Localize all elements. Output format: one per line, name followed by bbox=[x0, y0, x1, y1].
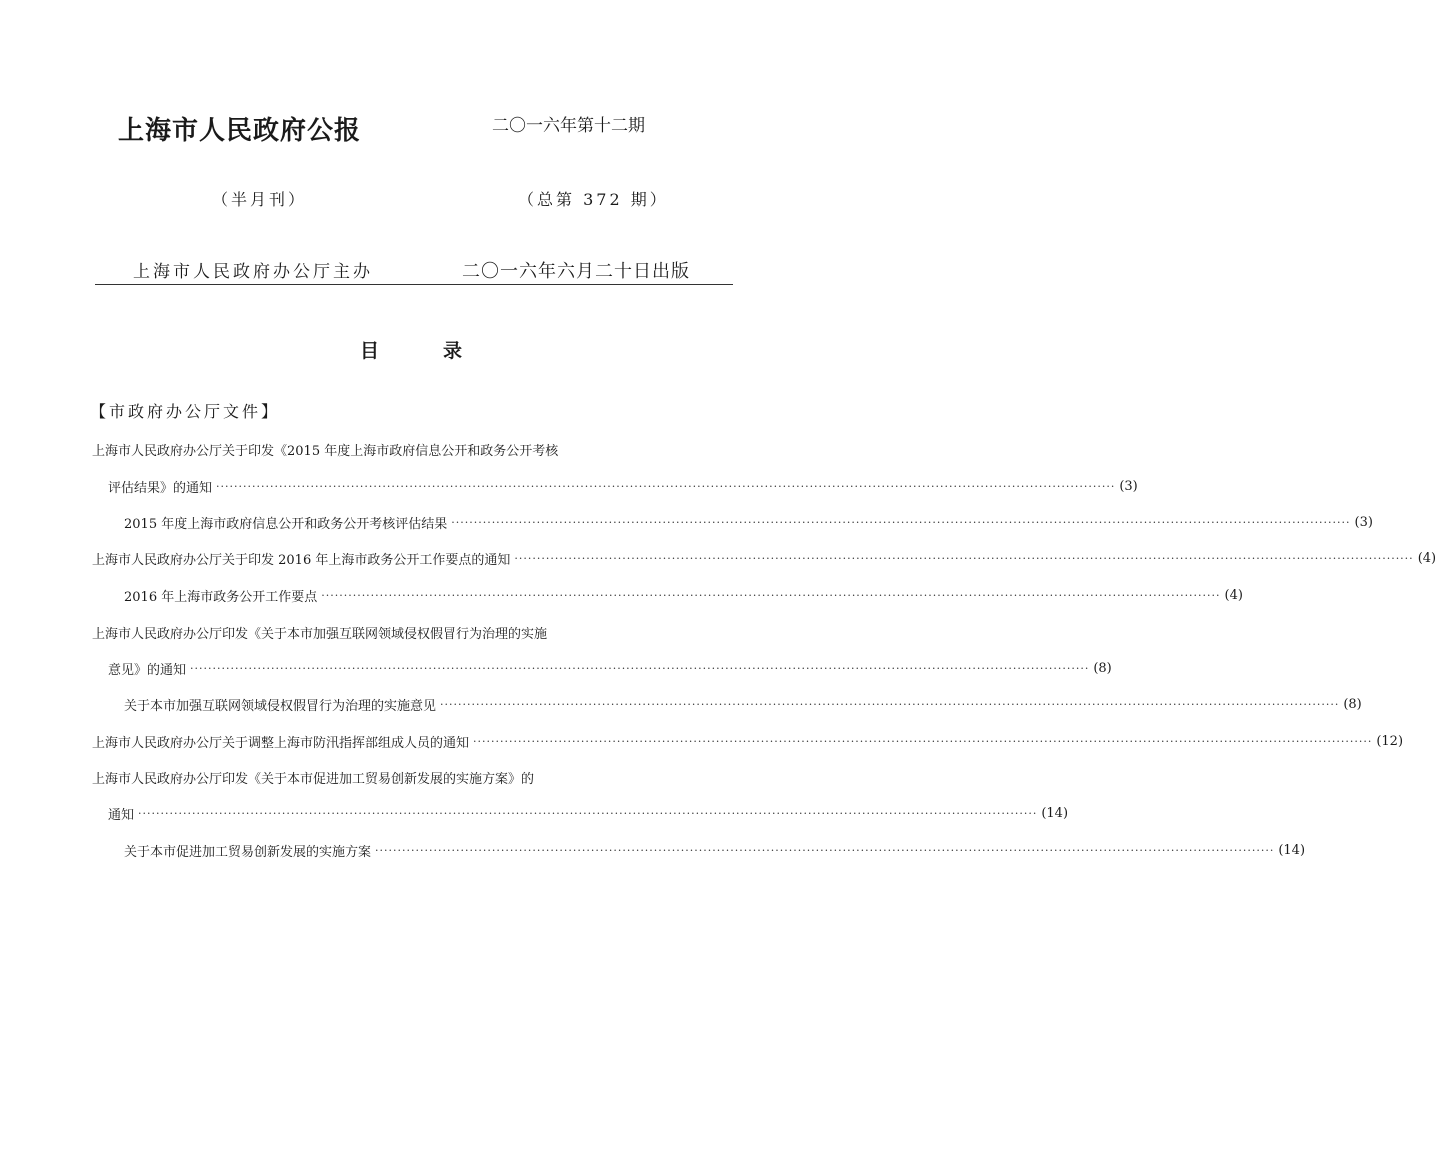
toc-entry-title: 上海市人民政府办公厅关于印发《2015 年度上海市政府信息公开和政务公开考核 bbox=[92, 443, 559, 459]
toc-entry-title: 上海市人民政府办公厅关于印发 2016 年上海市政务公开工作要点的通知 bbox=[92, 552, 511, 568]
toc-entry[interactable] bbox=[124, 841, 1306, 860]
toc-entry[interactable] bbox=[108, 804, 1069, 823]
toc-entry-page: (4) bbox=[1224, 587, 1243, 603]
toc-entry-title: 2016 年上海市政务公开工作要点 bbox=[124, 589, 318, 605]
toc-entry-page: (8) bbox=[1343, 696, 1362, 712]
toc-entry[interactable] bbox=[124, 513, 1373, 532]
toc-entry[interactable] bbox=[124, 586, 1243, 605]
toc-entry-title: 上海市人民政府办公厅印发《关于本市促进加工贸易创新发展的实施方案》的 bbox=[92, 771, 535, 787]
dot-leader: ········································································································································································································ bbox=[473, 734, 1373, 748]
toc-entry-page: (12) bbox=[1376, 733, 1404, 749]
toc-entry-page: (3) bbox=[1119, 478, 1138, 494]
toc-entry-title: 上海市人民政府办公厅印发《关于本市加强互联网领域侵权假冒行为治理的实施 bbox=[92, 626, 548, 642]
frequency: （半月刊） bbox=[212, 190, 308, 209]
dot-leader: ········································································································································································································ bbox=[451, 515, 1351, 529]
toc-entry[interactable] bbox=[108, 659, 1112, 678]
toc-entry-title: 评估结果》的通知 bbox=[108, 480, 213, 496]
dot-leader: ········································································································································································································ bbox=[514, 551, 1414, 565]
publish-date: 二〇一六年六月二十日出版 bbox=[462, 261, 690, 282]
toc-entry[interactable] bbox=[92, 440, 558, 458]
dot-leader: ········································································································································································································ bbox=[216, 479, 1116, 493]
toc-entry-title: 2015 年度上海市政府信息公开和政务公开考核评估结果 bbox=[124, 516, 448, 532]
toc-entry-page: (14) bbox=[1041, 805, 1069, 821]
total-issue: （总第 372 期） bbox=[518, 190, 669, 209]
dot-leader: ········································································································································································································ bbox=[440, 697, 1340, 711]
organizer: 上海市人民政府办公厅主办 bbox=[133, 262, 373, 282]
toc-entry-page: (4) bbox=[1417, 550, 1436, 566]
toc-entry-title: 通知 bbox=[108, 807, 135, 823]
gazette-title: 上海市人民政府公报 bbox=[118, 116, 362, 146]
toc-entry[interactable] bbox=[124, 695, 1362, 714]
toc-entry[interactable] bbox=[92, 768, 534, 786]
toc-entry-title: 意见》的通知 bbox=[108, 662, 187, 678]
toc-entry-title: 关于本市促进加工贸易创新发展的实施方案 bbox=[124, 844, 372, 860]
toc-entry[interactable] bbox=[108, 477, 1138, 496]
issue-number: 二〇一六年第十二期 bbox=[492, 116, 645, 136]
dot-leader: ········································································································································································································ bbox=[375, 843, 1275, 857]
toc-entry[interactable] bbox=[92, 732, 1404, 751]
toc-entry-page: (8) bbox=[1093, 660, 1112, 676]
dot-leader: ········································································································································································································ bbox=[190, 661, 1090, 675]
toc-entry-title: 关于本市加强互联网领域侵权假冒行为治理的实施意见 bbox=[124, 698, 437, 714]
toc-entry-page: (14) bbox=[1278, 842, 1306, 858]
toc-entry[interactable] bbox=[92, 623, 547, 641]
toc-entry-title: 上海市人民政府办公厅关于调整上海市防汛指挥部组成人员的通知 bbox=[92, 735, 470, 751]
dot-leader: ········································································································································································································ bbox=[321, 588, 1221, 602]
header-rule bbox=[95, 284, 733, 285]
dot-leader: ········································································································································································································ bbox=[138, 806, 1038, 820]
toc-title: 目录 bbox=[360, 340, 527, 362]
toc-entry[interactable] bbox=[92, 549, 1436, 568]
toc-entry-page: (3) bbox=[1354, 514, 1373, 530]
section-heading: 【市政府办公厅文件】 bbox=[90, 402, 281, 421]
